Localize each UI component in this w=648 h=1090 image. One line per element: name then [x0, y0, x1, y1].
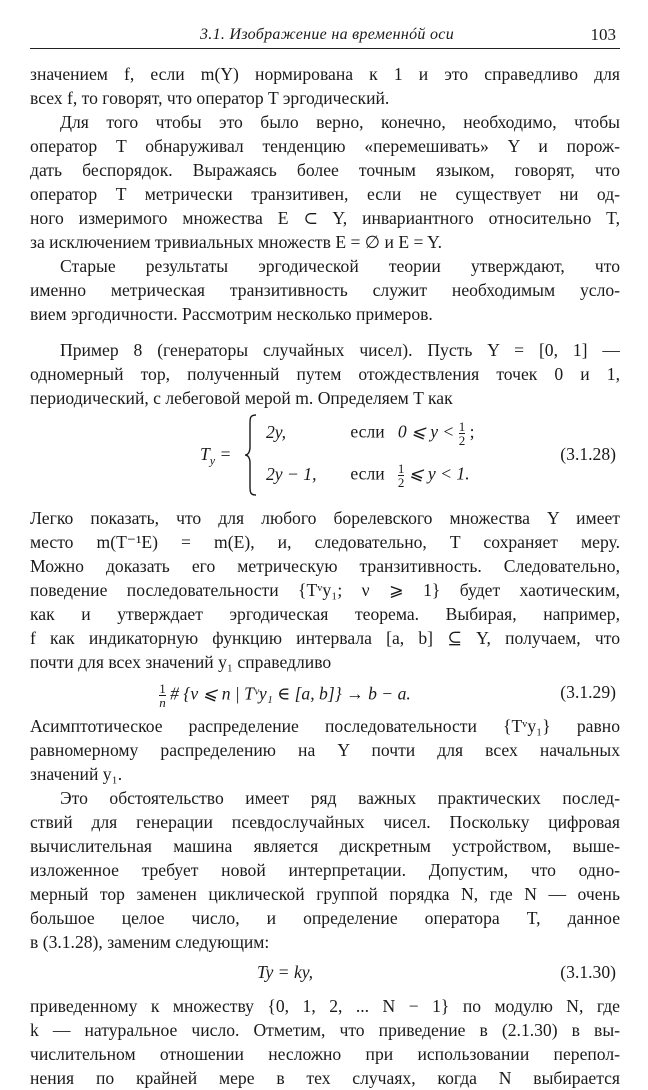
left-brace: [244, 414, 258, 496]
text-line: ствий для генерации псевдослучайных чисел. Поскольку цифровая: [30, 812, 620, 832]
text-line: k — натуральное число. Отметим, что приведение в (2.1.30) в вы-: [30, 1020, 620, 1040]
text-line: нения по крайней мере в тех случаях, когда N выбирается: [30, 1068, 620, 1088]
equation-3-1-29: $\frac{1}{n}$ # {ν ⩽ n | Tᵛy₁ ∈ [a, b]} → b − a. (3.1.29): [159, 681, 616, 710]
text-line: именно метрическая транзитивность служит необходимым усло-: [30, 280, 620, 300]
text-line: оператор T обнаруживал тенденцию «перемешивать» Y и порож-: [30, 136, 620, 156]
text-line: числительном отношении несложно при использовании перепол-: [30, 1044, 620, 1064]
text-line: почти для всех значений y₁ справедливо: [30, 652, 332, 672]
text-line: за исключением тривиальных множеств E = ∅ и E = Y.: [30, 232, 442, 252]
running-header: [30, 24, 620, 49]
text-line: Для того чтобы это было верно, конечно, необходимо, чтобы: [60, 112, 620, 132]
text-line: значений y₁.: [30, 764, 123, 784]
header-title: 3.1. Изображение на временнóй оси: [200, 26, 455, 43]
equation-lhs: $T_y$ =: [200, 444, 232, 468]
text-line: Это обстоятельство имеет ряд важных практических послед-: [60, 788, 620, 808]
text-line: Легко показать, что для любого борелевского множества Y имеет: [30, 508, 620, 528]
text-line: приведенному к множеству {0, 1, 2, ... N − 1} по модулю N, где: [30, 996, 620, 1016]
text-line: в (3.1.28), заменим следующим:: [30, 932, 270, 952]
text-line: периодический, с лебеговой мерой m. Определяем T как: [30, 388, 453, 408]
equation-3-1-28: [30, 410, 620, 506]
text-line: поведение последовательности {Tᵛy₁; ν ⩾ 1} будет хаотическим,: [30, 580, 620, 600]
text-line: Пример 8 (генераторы случайных чисел). Пусть Y = [0, 1] —: [60, 340, 620, 360]
text-line: вычислительная машина является дискретным устройством, выше-: [30, 836, 620, 856]
text-line: Асимптотическое распределение последовательности {Tᵛy₁} равно: [30, 716, 620, 736]
text-line: одномерный тор, полученный путем отождествления точек 0 и 1,: [30, 364, 620, 384]
text-line: равномерному распределению на Y почти для всех начальных: [30, 740, 620, 760]
text-line: Можно доказать его метрическую транзитивность. Следовательно,: [30, 556, 620, 576]
text-line: дать беспорядок. Выражаясь более точным языком, говорят, что: [30, 160, 620, 180]
text-line: ного измеримого множества E ⊂ Y, инвариантного относительно T,: [30, 208, 620, 228]
text-line: как и утверждает эргодическая теорема. Выбирая, например,: [30, 604, 620, 624]
text-line: мерный тор заменен циклической группой порядка N, где N — очень: [30, 884, 620, 904]
text-line: место m(T⁻¹E) = m(E), и, следовательно, T сохраняет меру.: [30, 532, 620, 552]
text-line: значением f, если m(Y) нормирована к 1 и это справедливо для: [30, 64, 620, 84]
text-line: оператор T метрически транзитивен, если не существует ни од-: [30, 184, 620, 204]
equation-3-1-30: Ty = ky, (3.1.30): [256, 962, 616, 982]
text-line: вием эргодичности. Рассмотрим несколько примеров.: [30, 304, 433, 324]
book-page: [30, 0, 620, 1088]
page-number: 103: [590, 25, 616, 44]
text-line: Старые результаты эргодической теории утверждают, что: [60, 256, 620, 276]
body-text: [30, 62, 620, 1090]
text-line: изложенное требует новой интерпретации. Допустим, что одно-: [30, 860, 620, 880]
case-2: 2y − 1, если $\frac{1}{2}$ ⩽ y < 1.: [266, 461, 470, 490]
case-1: 2y, если 0 ⩽ y < $\frac{1}{2}$ ;: [266, 419, 475, 448]
text-line: f как индикаторную функцию интервала [a, b] ⊆ Y, получаем, что: [30, 628, 620, 648]
equation-number: (3.1.30): [560, 962, 616, 982]
equation-number: (3.1.29): [560, 682, 616, 702]
text-line: большое целое число, и определение оператора T, данное: [30, 908, 620, 928]
equation-number: (3.1.28): [560, 444, 616, 464]
text-line: всех f, то говорят, что оператор T эргодический.: [30, 88, 390, 108]
